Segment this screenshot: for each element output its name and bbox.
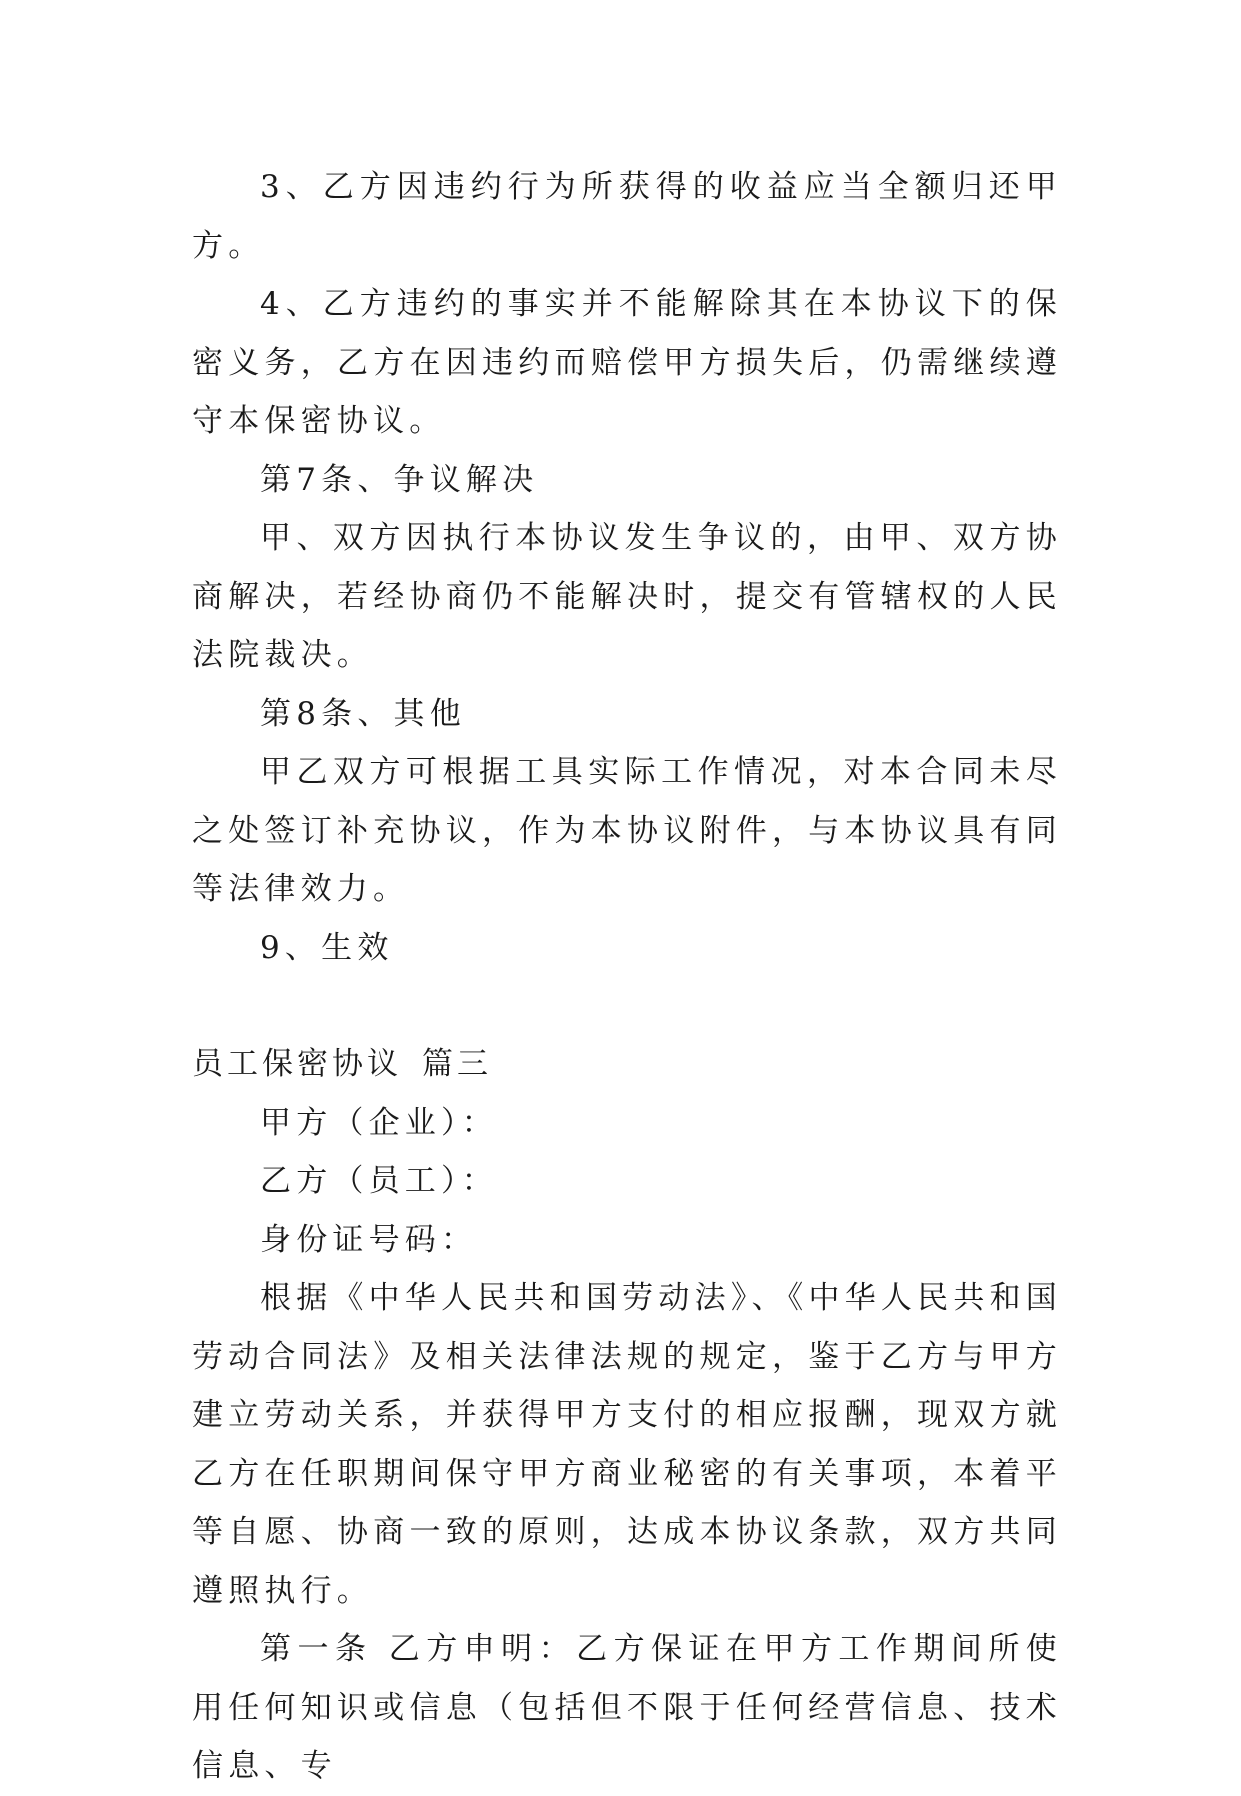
clause-paragraph-3: 3、乙方因违约行为所获得的收益应当全额归还甲方。 bbox=[192, 169, 1062, 264]
article-9-heading: 9、生效 bbox=[260, 929, 394, 966]
dispute-resolution-paragraph: 甲、双方因执行本协议发生争议的，由甲、双方协商解决，若经协商仍不能解决时，提交有管辖权的人民法院裁决。 bbox=[192, 520, 1062, 673]
section-title bbox=[192, 1035, 1062, 1094]
section-title-main: 员工保密协议 bbox=[192, 1046, 402, 1082]
id-number-line: 身份证号码： bbox=[260, 1221, 478, 1258]
article-8-heading: 第8条、其他 bbox=[260, 695, 466, 732]
party-b-line: 乙方（员工）： bbox=[260, 1163, 498, 1199]
article-1-paragraph: 第一条 乙方申明：乙方保证在甲方工作期间所使用任何知识或信息（包括但不限于任何经营信息、技术信息、专 bbox=[192, 1631, 1062, 1784]
article-7-heading: 第7条、争议解决 bbox=[260, 461, 539, 498]
section-title-suffix: 篇三 bbox=[422, 1046, 492, 1082]
section-gap bbox=[192, 977, 1062, 1035]
clause-paragraph-4: 4、乙方违约的事实并不能解除其在本协议下的保密义务，乙方在因违约而赔偿甲方损失后，仍需继续遵守本保密协议。 bbox=[192, 286, 1062, 439]
party-a-line: 甲方（企业）： bbox=[260, 1104, 498, 1141]
other-terms-paragraph: 甲乙双方可根据工具实际工作情况，对本合同未尽之处签订补充协议，作为本协议附件，与本协议具有同等法律效力。 bbox=[192, 754, 1062, 907]
preamble-paragraph: 根据《中华人民共和国劳动法》、《中华人民共和国劳动合同法》及相关法律法规的规定，鉴于乙方与甲方建立劳动关系，并获得甲方支付的相应报酬，现双方就乙方在任职期间保守甲方商业秘密的有关事项，本着平等自愿、协商一致的原则，达成本协议条款，双方共同遵照执行。 bbox=[192, 1280, 1062, 1609]
document-body bbox=[192, 158, 1062, 1796]
